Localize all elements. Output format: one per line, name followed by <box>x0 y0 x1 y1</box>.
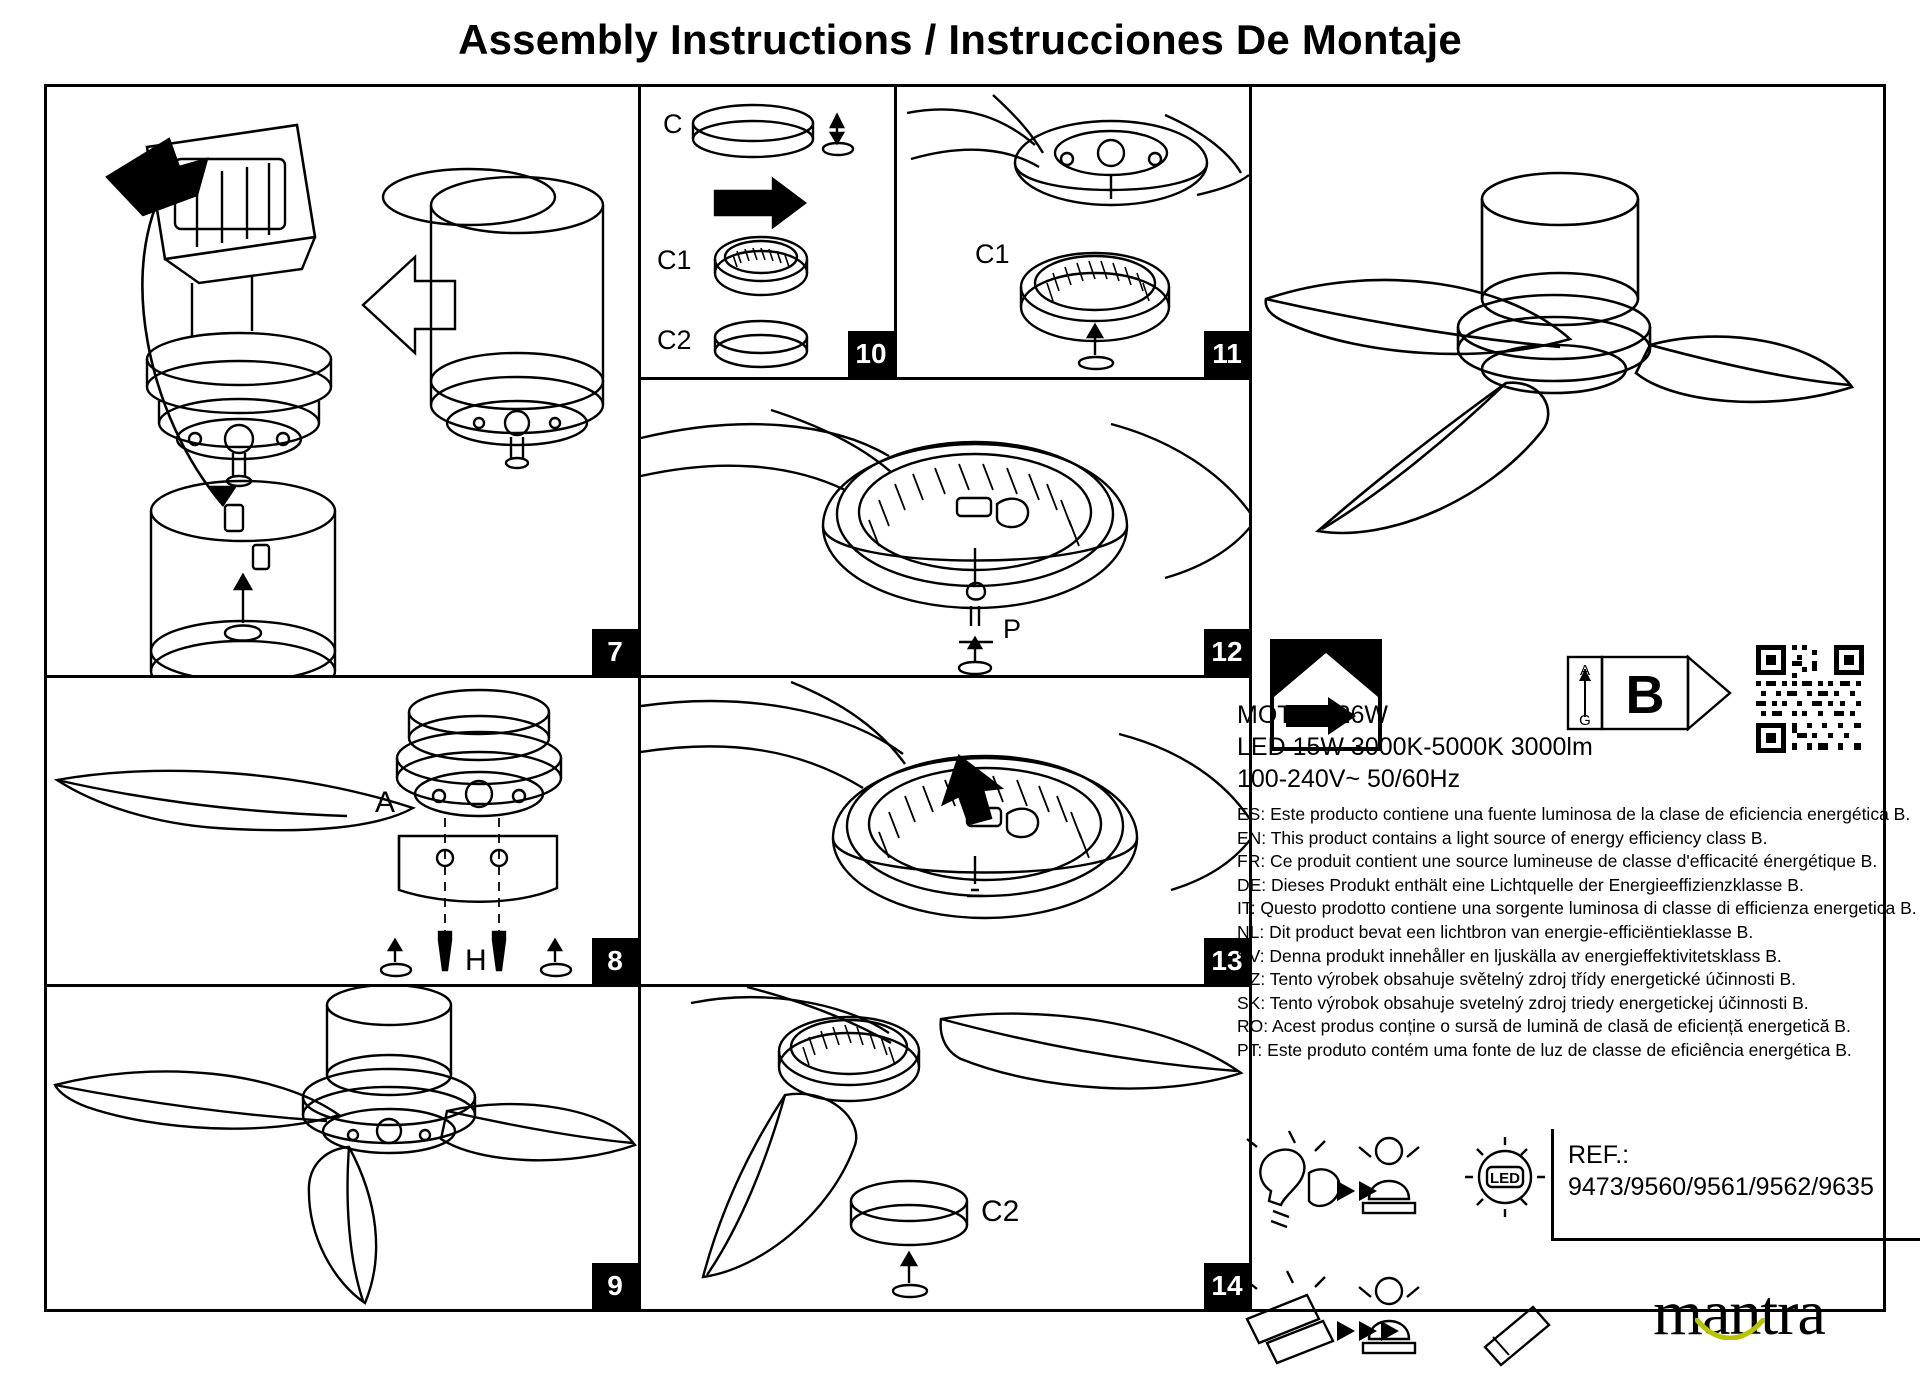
step-11-illustration <box>897 87 1253 380</box>
step-number-11: 11 <box>1204 331 1250 377</box>
step-9-illustration <box>47 987 641 1312</box>
notice-fr: FR: Ce produit contient une source lumineuse de classe d'efficacité énergétique B. <box>1237 851 1878 872</box>
step-panel-9 <box>44 984 641 1312</box>
broken-tube-icon <box>1247 1271 1333 1363</box>
step-panel-8 <box>44 675 641 987</box>
brand-logo <box>1551 1241 1920 1393</box>
product-hero-illustration <box>1252 87 1886 647</box>
step-7-illustration <box>47 87 641 678</box>
recycle-person-icon-2 <box>1359 1278 1419 1353</box>
reference-box <box>1551 1129 1920 1241</box>
ref-label: REF.: <box>1568 1141 1630 1169</box>
label-h: H <box>465 944 487 977</box>
label-c2-step14: C2 <box>981 1195 1020 1228</box>
step-8-illustration <box>47 678 641 987</box>
notice-sv: SV: Denna produkt innehåller en ljuskälla av energieffektivitetsklass B. <box>1237 945 1782 966</box>
svg-text:LED: LED <box>1490 1170 1520 1187</box>
label-c1-step11: C1 <box>975 239 1010 269</box>
instruction-grid <box>44 84 1917 1348</box>
label-c1: C1 <box>657 245 692 275</box>
disposal-icons-block <box>1237 1129 1551 1393</box>
step-number-7: 7 <box>592 629 638 675</box>
step-panel-14 <box>638 984 1253 1312</box>
step-panel-7 <box>44 84 641 678</box>
notice-cz: CZ: Tento výrobek obsahuje světelný zdroj třídy energetické účinnosti B. <box>1237 969 1796 990</box>
step-number-9: 9 <box>592 1263 638 1309</box>
brand-swoosh-icon <box>1695 1318 1765 1340</box>
notice-ro: RO: Acest produs conține o sursă de lumină de clasă de eficiență energetică B. <box>1237 1016 1851 1037</box>
brand-name <box>1653 1276 1825 1350</box>
step-14-illustration <box>641 987 1253 1312</box>
step-number-12: 12 <box>1204 629 1250 675</box>
svg-text:B: B <box>1625 665 1665 725</box>
step-panel-11 <box>894 84 1253 380</box>
step-12-illustration <box>641 380 1253 678</box>
step-number-10: 10 <box>848 331 894 377</box>
tube-lamp-icon <box>1485 1307 1549 1365</box>
label-p: P <box>1003 614 1022 644</box>
ref-value: 9473/9560/9561/9562/9635 <box>1568 1173 1874 1201</box>
step-number-8: 8 <box>592 938 638 984</box>
notice-pt: PT: Este produto contém uma fonte de luz de classe de eficiência energética B. <box>1237 1039 1852 1060</box>
step-panel-13 <box>638 675 1253 987</box>
broken-bulb-icon <box>1247 1131 1340 1227</box>
notice-it: IT: Questo prodotto contiene una sorgente luminosa di classe di efficienza energetica B. <box>1237 898 1917 919</box>
spec-led: LED 15W 3000K-5000K 3000lm <box>1237 733 1593 761</box>
notice-sk: SK: Tento výrobok obsahuje svetelný zdroj triedy energetickej účinnosti B. <box>1237 992 1809 1013</box>
svg-text:A: A <box>1579 662 1591 679</box>
svg-text:G: G <box>1579 712 1591 729</box>
step-panel-12 <box>638 377 1253 678</box>
notice-nl: NL: Dit product bevat een lichtbron van energie-efficiëntieklasse B. <box>1237 921 1754 942</box>
step-13-illustration <box>641 678 1253 987</box>
step-number-13: 13 <box>1204 938 1250 984</box>
recycle-person-icon <box>1359 1138 1419 1213</box>
notice-es: ES: Este producto contiene una fuente luminosa de la clase de eficiencia energética B. <box>1237 804 1911 824</box>
spec-voltage: 100-240V~ 50/60Hz <box>1237 765 1461 793</box>
label-c: C <box>663 109 683 139</box>
label-c2: C2 <box>657 325 692 355</box>
brand-name-rest: antra <box>1701 1277 1825 1348</box>
led-sun-icon <box>1465 1137 1545 1217</box>
notice-de: DE: Dieses Produkt enthält eine Lichtquelle der Energieeffizienzklasse B. <box>1237 874 1804 895</box>
brand-name-prefix: m <box>1653 1277 1702 1348</box>
notice-en: EN: This product contains a light source of energy efficiency class B. <box>1237 827 1768 848</box>
page-title: Assembly Instructions / Instrucciones De Montaje <box>458 16 1462 63</box>
step-panel-10 <box>638 84 897 380</box>
specifications-block <box>1237 699 1920 1129</box>
label-a: A <box>375 786 396 819</box>
disposal-icons <box>1237 1129 1551 1393</box>
step-number-14: 14 <box>1204 1263 1250 1309</box>
spec-motor: MOTOR 26W <box>1237 701 1388 729</box>
